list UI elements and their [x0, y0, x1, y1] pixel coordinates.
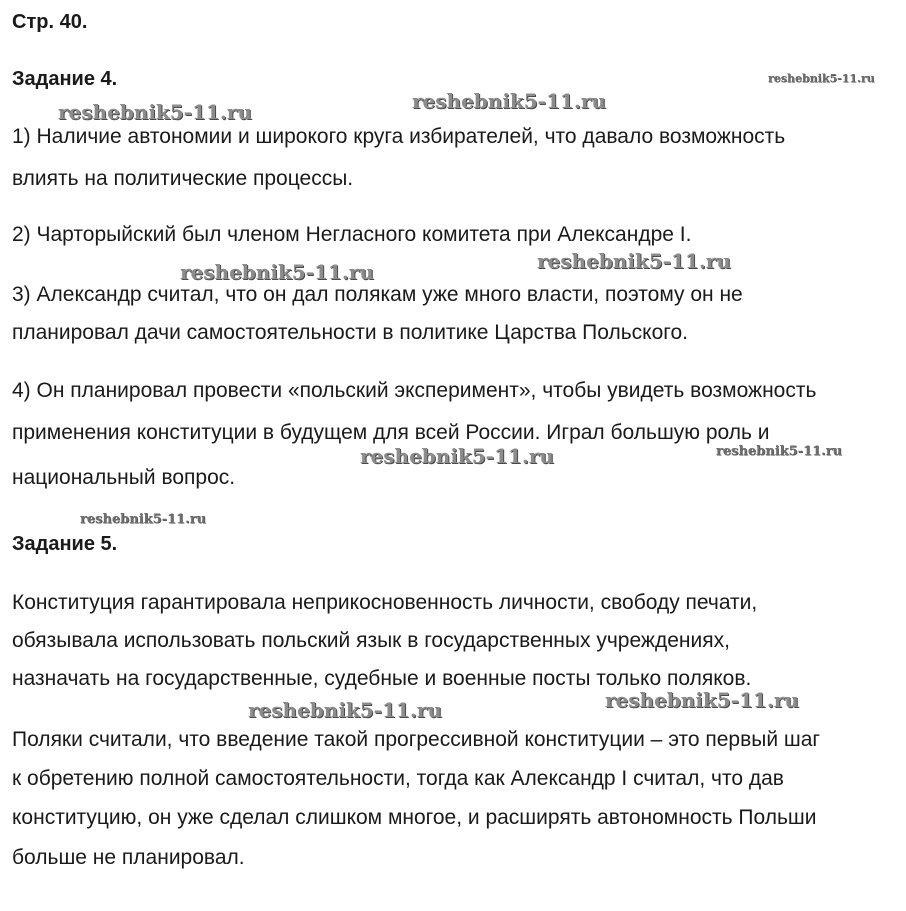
watermark: reshebnik5-11.ru: [768, 72, 875, 85]
watermark: reshebnik5-11.ru: [605, 688, 799, 712]
watermark: reshebnik5-11.ru: [716, 444, 843, 459]
task-4-line: 2) Чарторыйский был членом Негласного комитета при Александре I.: [12, 223, 692, 246]
task-4-line: национальный вопрос.: [12, 466, 236, 489]
watermark: reshebnik5-11.ru: [248, 698, 442, 722]
task-4-line: 1) Наличие автономии и широкого круга избирателей, что давало возможность: [12, 125, 786, 148]
task-5-heading: Задание 5.: [12, 533, 118, 555]
task-4-line: влиять на политические процессы.: [12, 167, 354, 190]
watermark: reshebnik5-11.ru: [58, 100, 252, 124]
task-5-line: больше не планировал.: [12, 846, 245, 869]
task-4-line: применения конституции в будущем для всей России. Играл большую роль и: [12, 421, 770, 444]
watermark: reshebnik5-11.ru: [80, 512, 207, 527]
task-4-line: 3) Александр считал, что он дал полякам уже много власти, поэтому он не: [12, 283, 743, 306]
watermark: reshebnik5-11.ru: [360, 444, 554, 468]
watermark: reshebnik5-11.ru: [412, 89, 606, 113]
task-4-line: 4) Он планировал провести «польский эксперимент», чтобы увидеть возможность: [12, 379, 817, 402]
task-5-line: назначать на государственные, судебные и военные посты только поляков.: [12, 667, 752, 690]
task-4-line: планировал дачи самостоятельности в политике Царства Польского.: [12, 321, 688, 344]
watermark: reshebnik5-11.ru: [180, 260, 374, 284]
task-5-line: Поляки считали, что введение такой прогрессивной конституции – это первый шаг: [12, 728, 821, 751]
task-5-line: к обретению полной самостоятельности, тогда как Александр I считал, что дав: [12, 767, 784, 790]
page-label: Стр. 40.: [12, 11, 88, 33]
task-5-line: Конституция гарантировала неприкосновенность личности, свободу печати,: [12, 591, 758, 614]
watermark: reshebnik5-11.ru: [537, 249, 731, 273]
task-4-heading: Задание 4.: [12, 68, 118, 90]
task-5-line: обязывала использовать польский язык в государственных учреждениях,: [12, 629, 730, 652]
task-5-line: конституцию, он уже сделал слишком многое, и расширять автономность Польши: [12, 806, 817, 829]
